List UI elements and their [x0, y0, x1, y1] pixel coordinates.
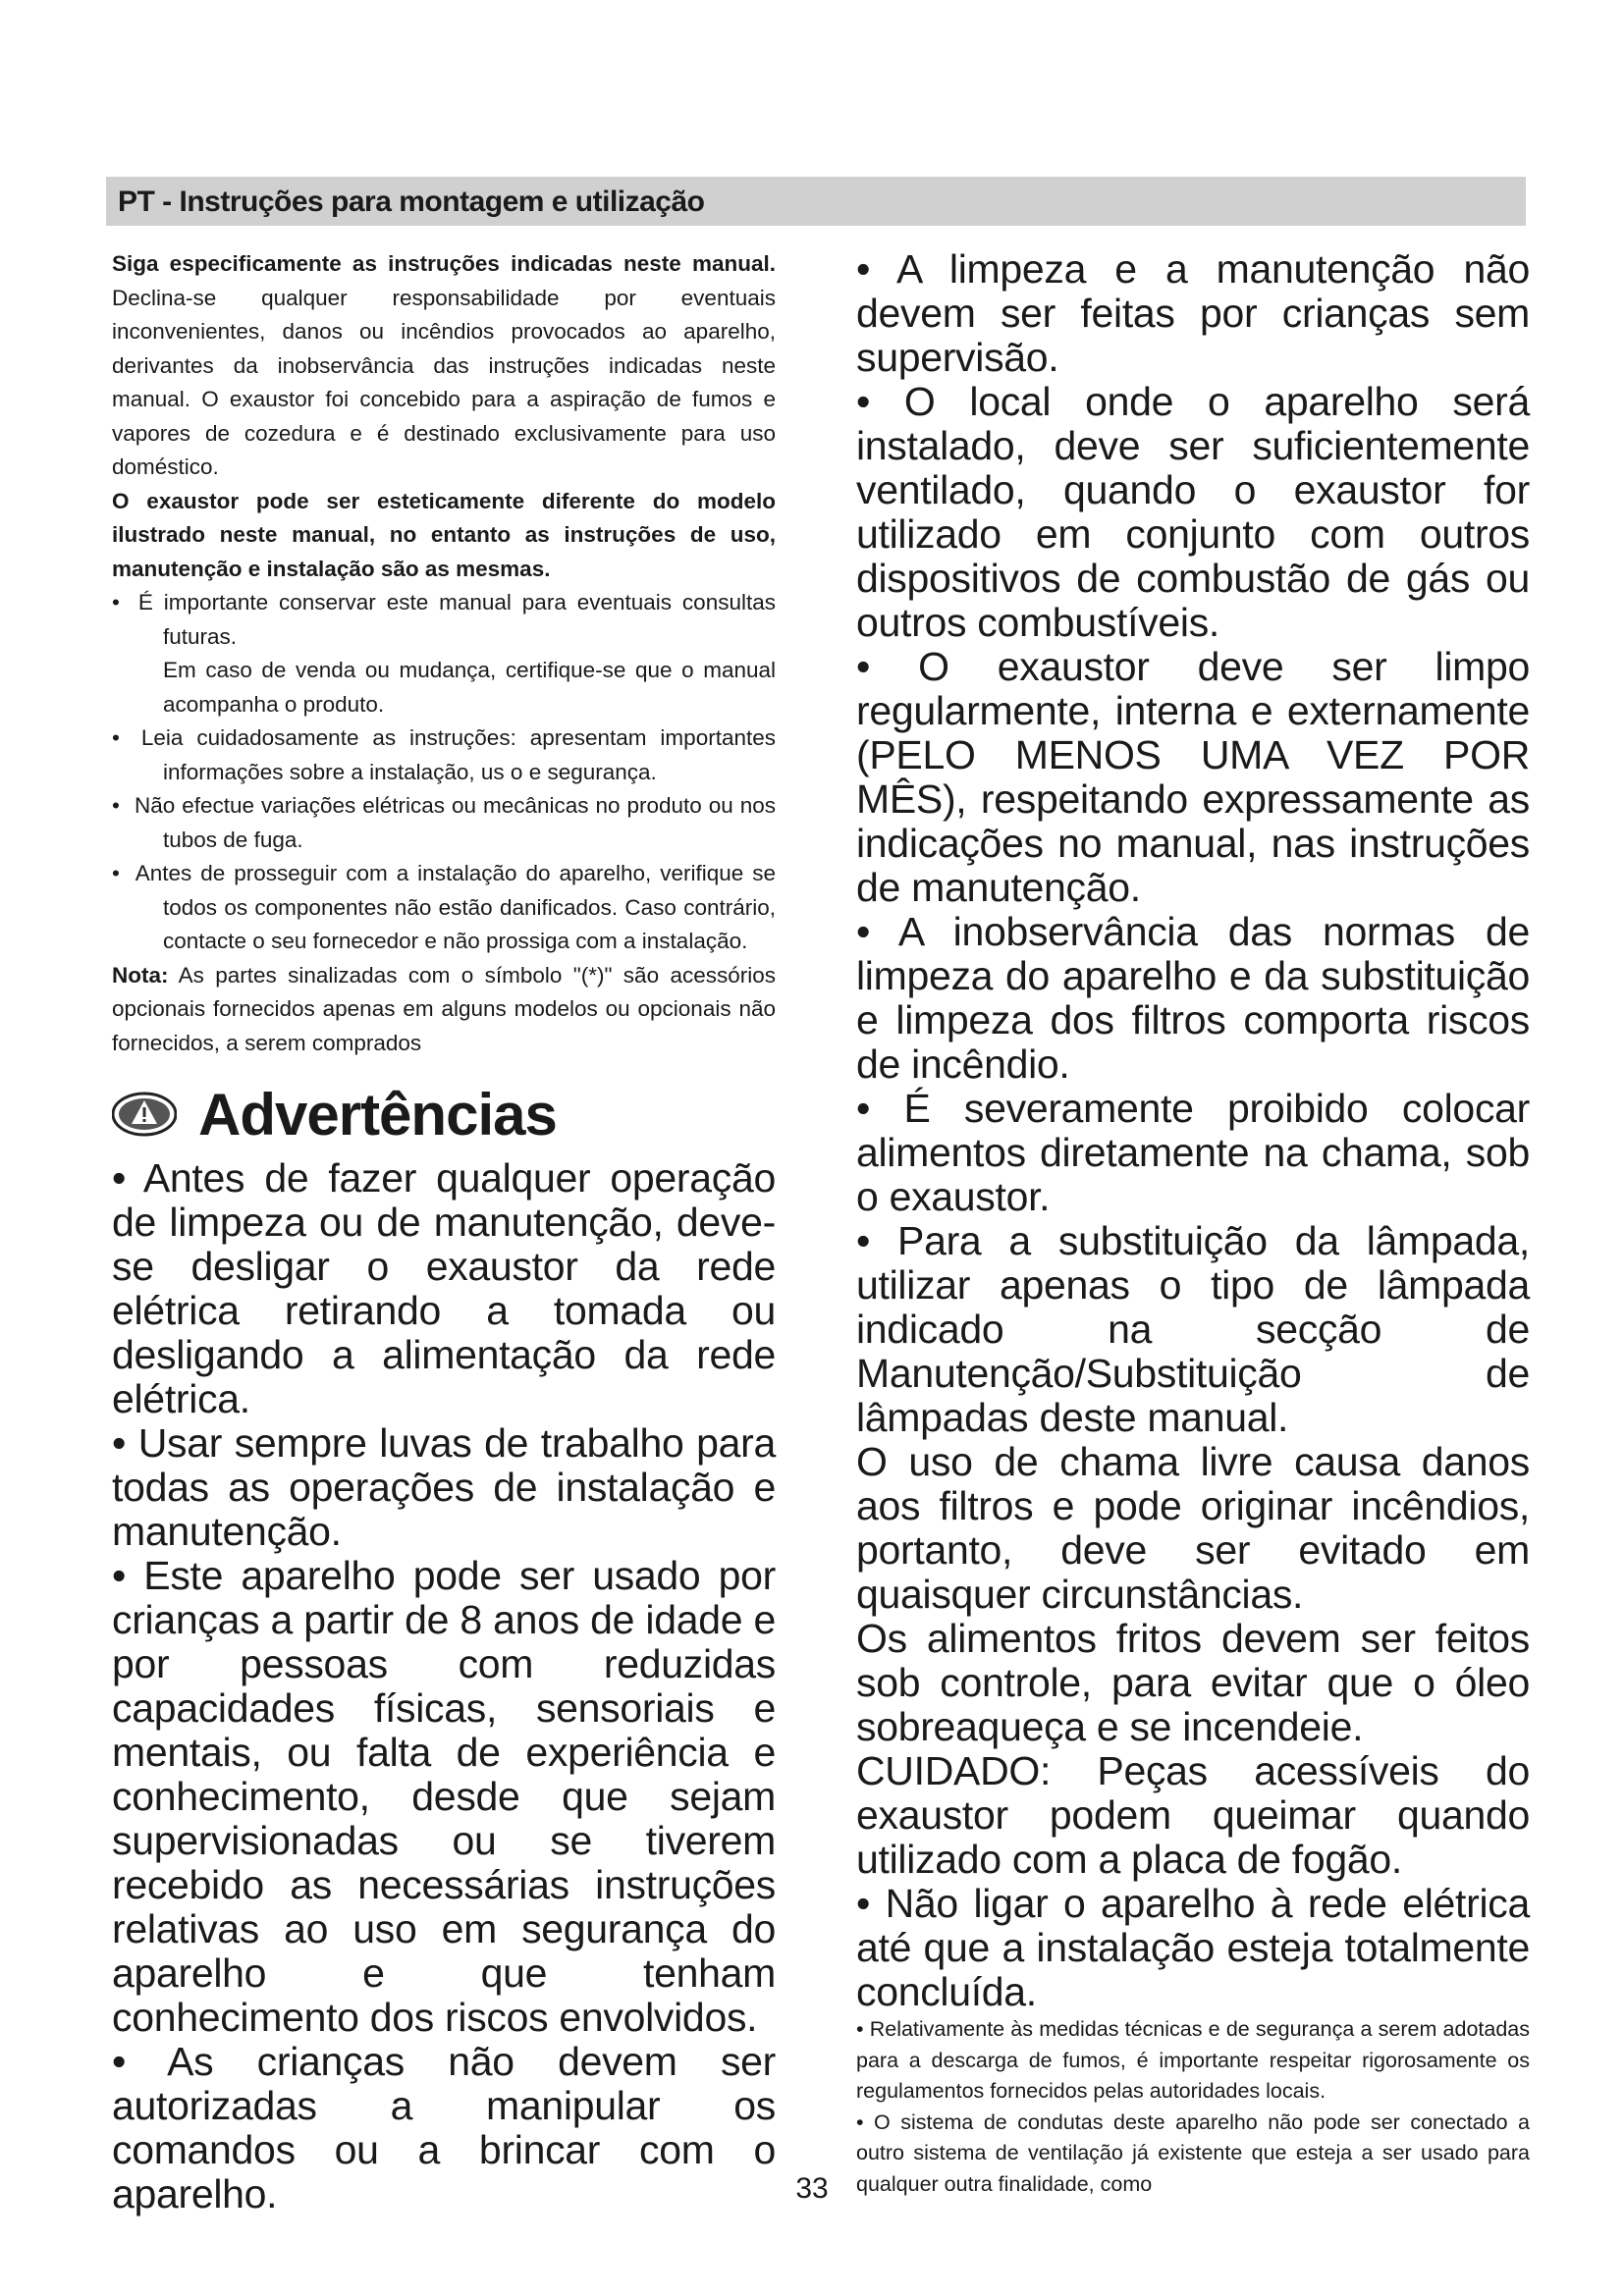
warning-triangle-icon — [112, 1092, 177, 1137]
warning-item: • O local onde o aparelho será instalado, deve ser suficientemente ventilado, quando o exaustor for utilizado em conjunto com outros dispositivos de combustão de gás ou outros combustíveis. — [856, 379, 1530, 645]
section-header-bar — [106, 177, 1526, 226]
intro-lead-rest: Declina-se qualquer responsabilidade por eventuais inconvenientes, danos ou incêndios provocados ao aparelho, derivantes da inobservância das instruções indicadas neste manual. O exaustor foi concebido para a aspiração de fumos e vapores de cozedura e é destinado exclusivamente para uso doméstico. — [112, 285, 776, 479]
section-title: PT - Instruções para montagem e utilização — [118, 186, 705, 218]
right-column — [856, 247, 1530, 2200]
warning-item: • Usar sempre luvas de trabalho para todas as operações de instalação e manutenção. — [112, 1420, 776, 1554]
note-paragraph — [112, 959, 776, 1061]
warning-item: O uso de chama livre causa danos aos filtros e pode originar incêndios, portanto, deve ser evitado em quaisquer circunstâncias. — [856, 1439, 1530, 1617]
intro-bullet: • É importante conservar este manual para eventuais consultas futuras. — [112, 590, 776, 649]
warning-item: • A inobservância das normas de limpeza do aparelho e da substituição e limpeza dos filtros comporta riscos de incêndio. — [856, 909, 1530, 1087]
regulation-note: • Relativamente às medidas técnicas e de segurança a serem adotadas para a descarga de fumos, é importante respeitar rigorosamente os regulamentos fornecidos pelas autoridades locais. — [856, 2017, 1530, 2103]
warning-item: Os alimentos fritos devem ser feitos sob controle, para evitar que o óleo sobreaqueça e se incendeie. — [856, 1616, 1530, 1749]
intro-bullet-continuation: Em caso de venda ou mudança, certifique-se que o manual acompanha o produto. — [163, 658, 776, 717]
intro-bullet: • Leia cuidadosamente as instruções: apresentam importantes informações sobre a instalação, us o e segurança. — [112, 725, 776, 784]
warning-item: • Para a substituição da lâmpada, utilizar apenas o tipo de lâmpada indicado na secção de Manutenção/Substituição de lâmpadas deste manual. — [856, 1218, 1530, 1440]
warning-item: • Este aparelho pode ser usado por crianças a partir de 8 anos de idade e por pessoas com reduzidas capacidades físicas, sensoriais e mentais, ou falta de experiência e conhecimento, desde que sejam supervisionadas ou se tiverem recebido as necessárias instruções relativas ao uso em segurança do aparelho e que tenham conhecimento dos riscos envolvidos. — [112, 1553, 776, 2040]
page-number: 33 — [795, 2172, 829, 2205]
regulation-note: • O sistema de condutas deste aparelho não pode ser conectado a outro sistema de ventilação já existente que esteja a ser usado para qualquer outra finalidade, como — [856, 2109, 1530, 2196]
warnings-heading — [112, 1080, 776, 1148]
note-label: Nota: — [112, 962, 169, 988]
note-text: As partes sinalizadas com o símbolo "(*)" são acessórios opcionais fornecidos apenas em alguns modelos ou opcionais não fornecidos, a serem comprados — [112, 962, 776, 1055]
intro-bold-paragraph: O exaustor pode ser esteticamente diferente do modelo ilustrado neste manual, no entanto as instruções de uso, manutenção e instalação são as mesmas. — [112, 488, 776, 581]
intro-lead-bold: Siga especificamente as instruções indicadas neste manual. — [112, 251, 776, 276]
warning-item: • A limpeza e a manutenção não devem ser feitas por crianças sem supervisão. — [856, 246, 1530, 380]
warning-item: • As crianças não devem ser autorizadas a manipular os comandos ou a brincar com o aparelho. — [112, 2039, 776, 2216]
intro-bullet: • Antes de prosseguir com a instalação do aparelho, verifique se todos os componentes não estão danificados. Caso contrário, contacte o seu fornecedor e não prossiga com a instalação. — [112, 861, 777, 953]
warnings-title: Advertências — [198, 1081, 557, 1148]
warning-item: CUIDADO: Peças acessíveis do exaustor podem queimar quando utilizado com a placa de fogão. — [856, 1748, 1530, 1882]
warning-item: • Não ligar o aparelho à rede elétrica até que a instalação esteja totalmente concluída. — [856, 1881, 1530, 2014]
intro-paragraph — [112, 247, 776, 485]
warning-item: • É severamente proibido colocar alimentos diretamente na chama, sob o exaustor. — [856, 1086, 1530, 1219]
left-column — [112, 247, 776, 2216]
warning-item: • Antes de fazer qualquer operação de limpeza ou de manutenção, deve-se desligar o exaustor da rede elétrica retirando a tomada ou desligando a alimentação da rede elétrica. — [112, 1155, 776, 1421]
warning-item: • O exaustor deve ser limpo regularmente, interna e externamente (PELO MENOS UMA VEZ POR MÊS), respeitando expressamente as indicações no manual, nas instruções de manutenção. — [856, 644, 1530, 910]
intro-bullet: • Não efectue variações elétricas ou mecânicas no produto ou nos tubos de fuga. — [112, 793, 776, 852]
